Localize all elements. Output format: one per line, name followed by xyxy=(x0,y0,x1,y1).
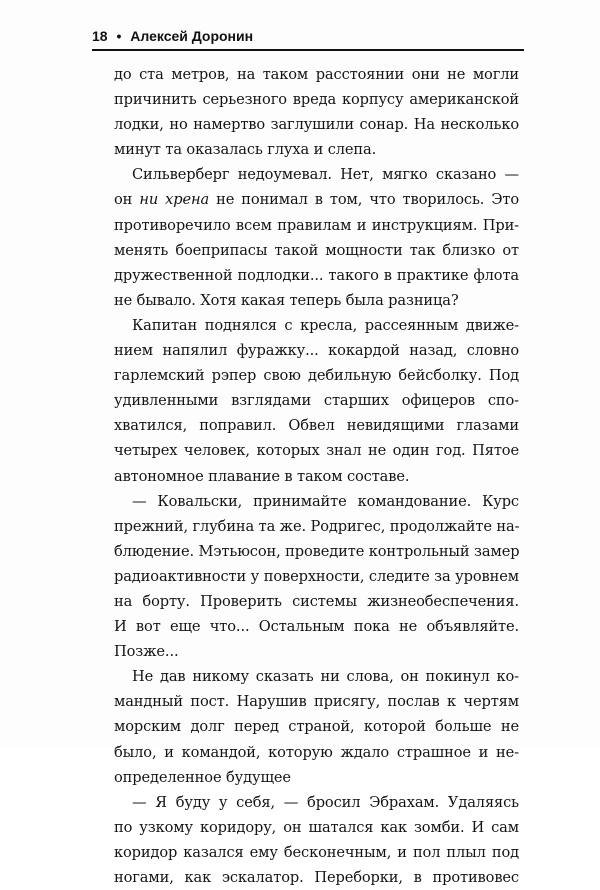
italic-phrase: ни хрена xyxy=(139,191,210,209)
text-line: автономное плавание в таком составе. xyxy=(114,467,410,485)
text-line: мандный пост. Нарушив присягу, послав к чертям xyxy=(114,693,519,711)
text-line: не бывало. Хотя какая теперь была разница? xyxy=(114,291,459,309)
text-line: определенное будущее xyxy=(114,768,291,786)
text-line xyxy=(114,187,519,212)
body-text xyxy=(114,62,519,890)
text-line: Позже... xyxy=(114,643,179,661)
text-line: менять боеприпасы такой мощности так близко от xyxy=(114,241,519,259)
text-line: радиоактивности у поверхности, следите за уровнем xyxy=(114,567,519,585)
text-line: удивленными взглядами старших офицеров спо- xyxy=(114,392,519,410)
text-line: коридор казался ему бесконечным, и пол плыл под xyxy=(114,843,519,861)
text-line: минут та оказалась глуха и слепа. xyxy=(114,141,377,159)
text-line: — Я буду у себя, — бросил Эбрахам. Удаляясь xyxy=(132,793,519,811)
header-rule xyxy=(92,49,524,51)
text-line: дружественной подлодки... такого в практике флота xyxy=(114,266,519,284)
text-line: Не дав никому сказать ни слова, он покинул ко- xyxy=(132,668,519,686)
text-line: лодки, но намертво заглушили сонар. На несколько xyxy=(114,116,519,134)
text-line: морским долг перед страной, которой больше не xyxy=(114,718,519,736)
text-segment: не понимал в том, что творилось. Это xyxy=(209,191,520,209)
author-name: Алексей Доронин xyxy=(130,28,254,44)
text-line: прежний, глубина та же. Родригес, продолжайте на- xyxy=(114,517,520,535)
text-line: до ста метров, на таком расстоянии они не могли xyxy=(114,66,519,83)
text-segment: он xyxy=(114,191,140,209)
page-number: 18 xyxy=(92,28,108,44)
text-line: четырех человек, которых знал не один год. Пятое xyxy=(114,442,519,460)
text-line: Капитан поднялся с кресла, рассеянным движе- xyxy=(132,316,519,334)
running-head xyxy=(92,25,524,47)
text-line: причинить серьезного вреда корпусу американской xyxy=(114,91,519,109)
text-line: по узкому коридору, он шатался как зомби. И сам xyxy=(114,818,519,836)
text-line: Сильверберг недоумевал. Нет, мягко сказано — xyxy=(132,166,519,184)
text-line: на борту. Проверить системы жизнеобеспечения. xyxy=(114,592,519,610)
text-line: — Ковальски, принимайте командование. Курс xyxy=(132,492,519,510)
text-line: блюдение. Мэтьюсон, проведите контрольный замер xyxy=(114,542,520,560)
text-line: гарлемский рэпер свою дебильную бейсболку. Под xyxy=(114,367,519,385)
text-line: хватился, поправил. Обвел невидящими глазами xyxy=(114,417,519,435)
text-line: противоречило всем правилам и инструкциям. При- xyxy=(114,216,519,234)
text-line: было, и командой, которую ждало страшное и не- xyxy=(114,743,519,761)
text-line: ногами, как эскалатор. Переборки, в противовес xyxy=(114,869,519,886)
text-line: нием напялил фуражку... кокардой назад, словно xyxy=(114,342,519,360)
header-separator: • xyxy=(116,28,122,44)
text-line: И вот еще что... Остальным пока не объявляйте. xyxy=(114,618,519,636)
